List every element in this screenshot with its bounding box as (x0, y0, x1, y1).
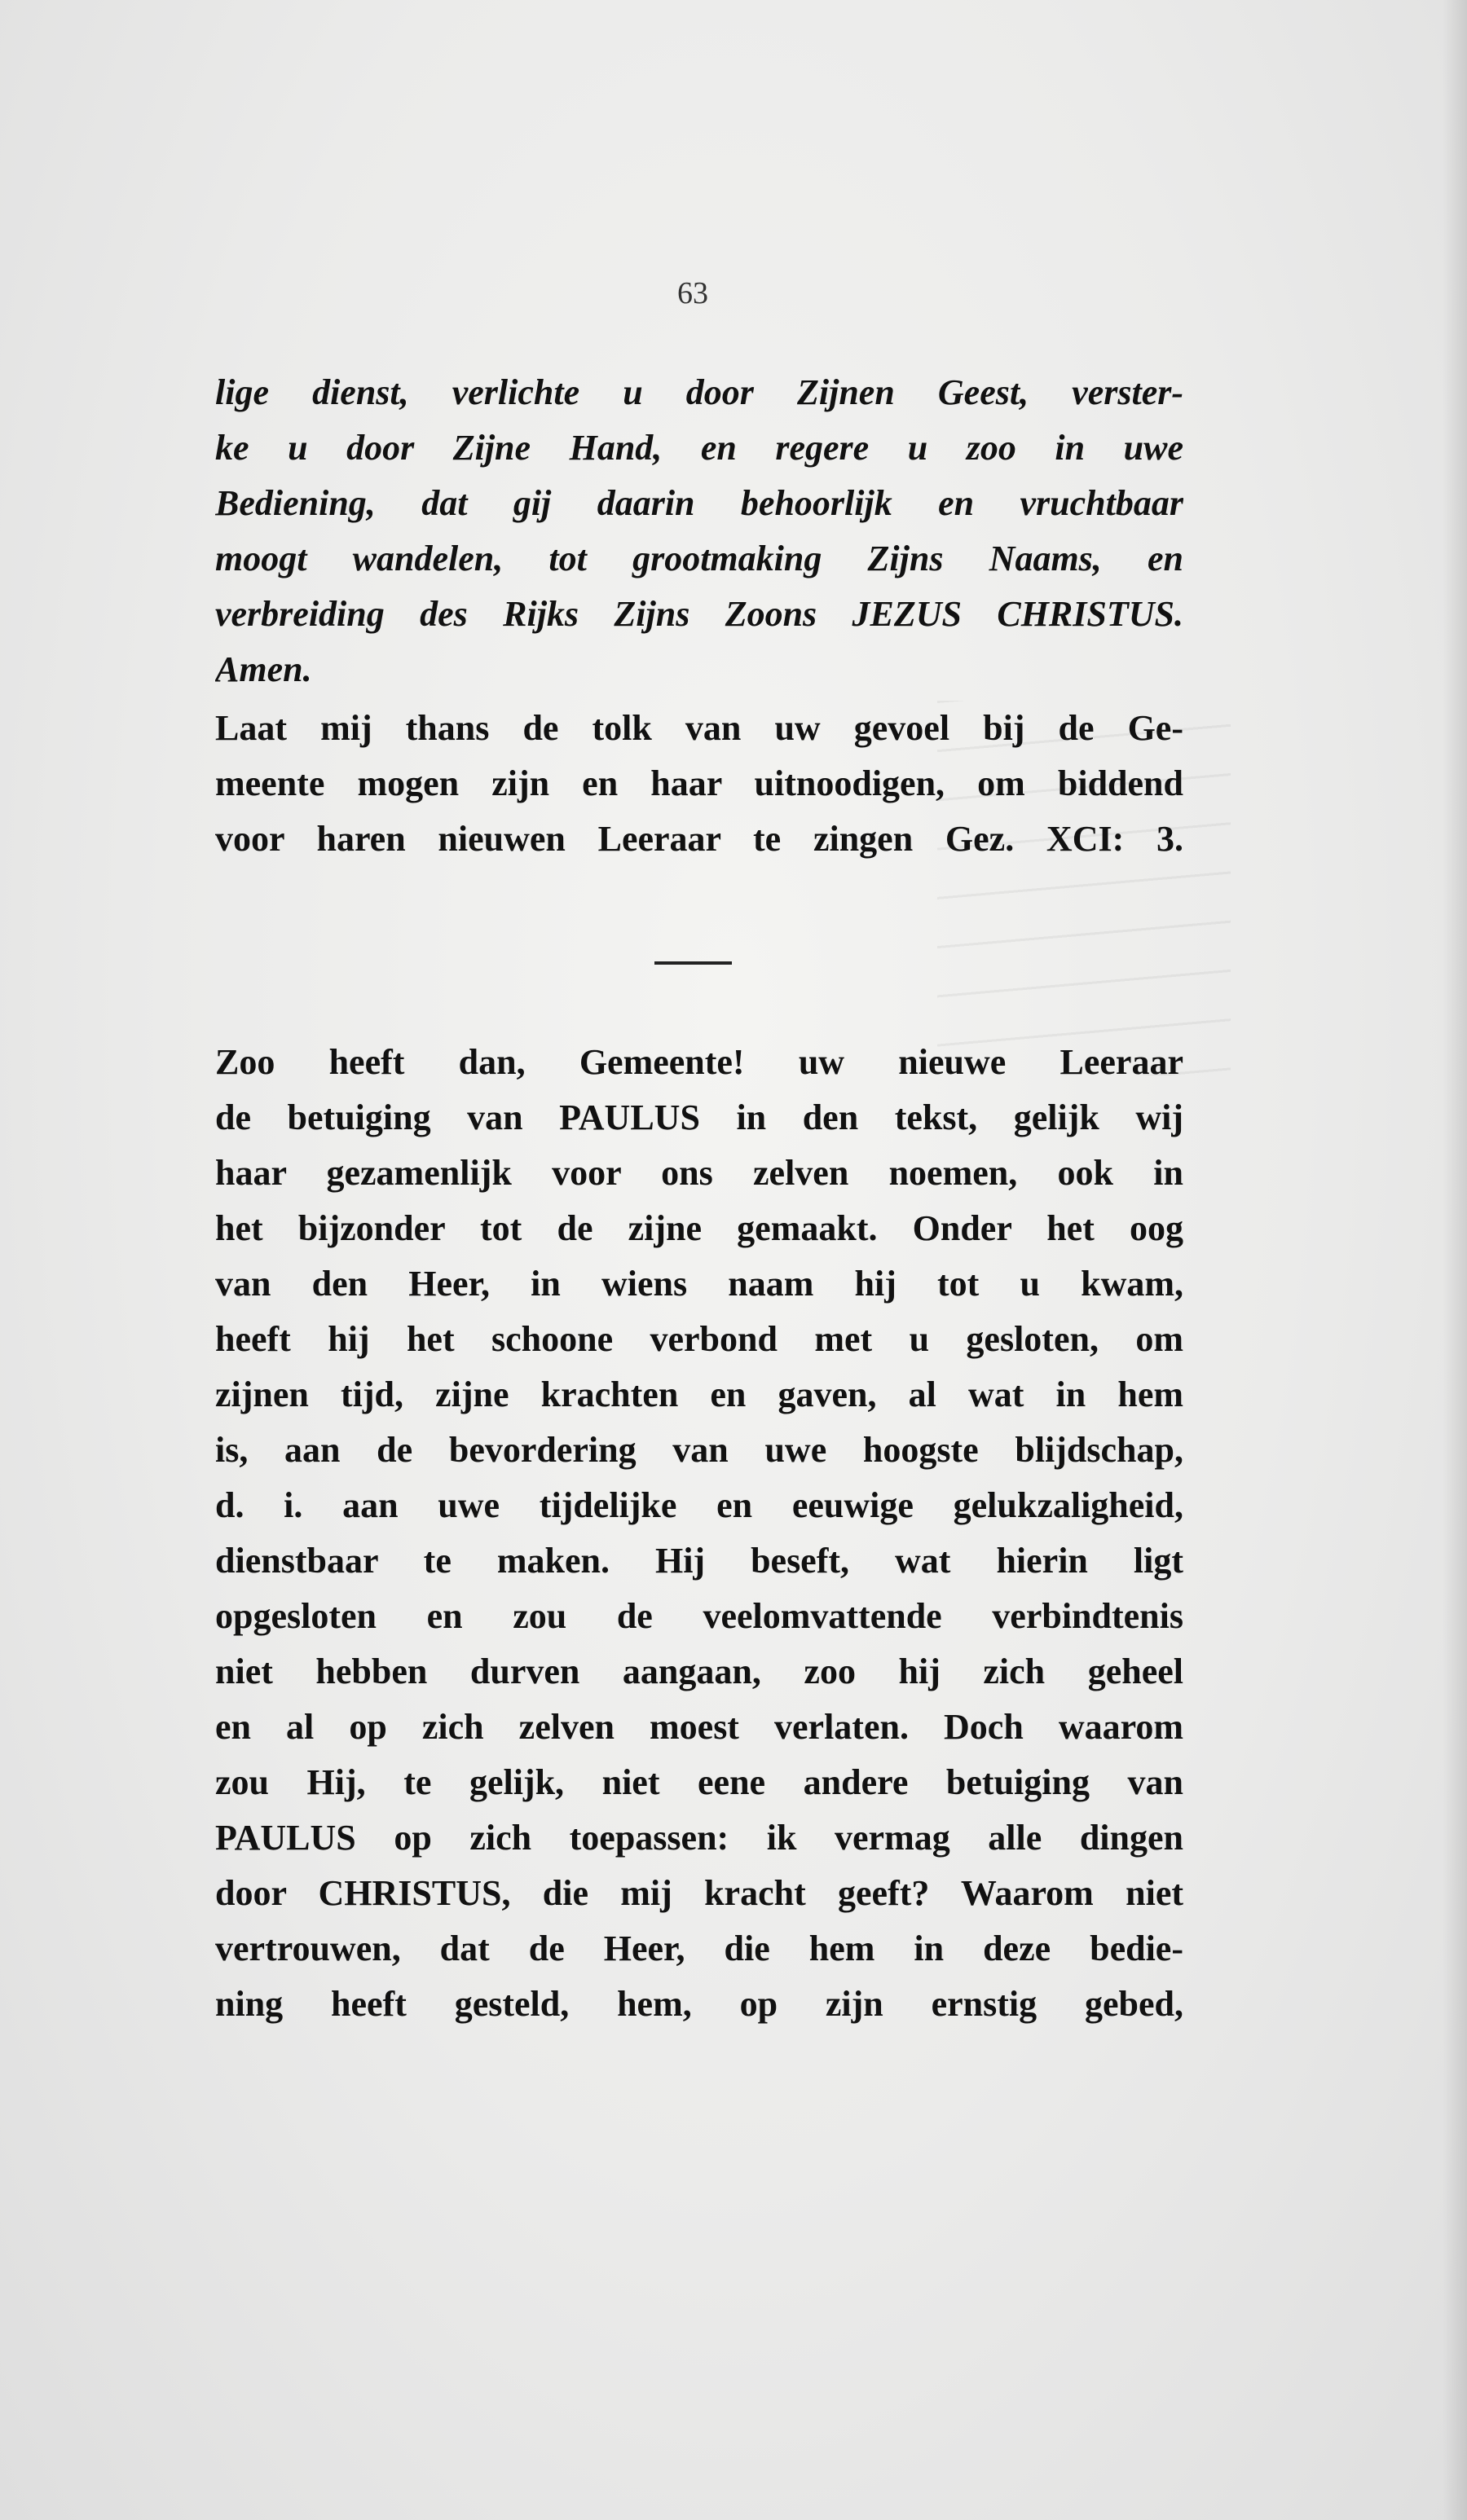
text-line: dienstbaar te maken. Hij beseft, wat hierin ligt (215, 1541, 1183, 1581)
section-divider (654, 961, 732, 965)
text-line: voor haren nieuwen Leeraar te zingen Gez. XCI: 3. (215, 819, 1183, 859)
text-line: heeft hij het schoone verbond met u gesloten, om (215, 1319, 1183, 1359)
text-line: meente mogen zijn en haar uitnoodigen, om biddend (215, 763, 1183, 803)
text-line: Laat mij thans de tolk van uw gevoel bij de Ge- (215, 708, 1183, 748)
page-number: 63 (677, 276, 708, 310)
text-line: Bediening, dat gij daarin behoorlijk en vruchtbaar (215, 483, 1183, 523)
text-line: door CHRISTUS, die mij kracht geeft? Waarom niet (215, 1873, 1183, 1913)
text-line: PAULUS op zich toepassen: ik vermag alle dingen (215, 1818, 1183, 1858)
text-line: haar gezamenlijk voor ons zelven noemen, ook in (215, 1153, 1183, 1193)
text-line: en al op zich zelven moest verlaten. Doch waarom (215, 1707, 1183, 1747)
text-line: zijnen tijd, zijne krachten en gaven, al wat in hem (215, 1374, 1183, 1414)
text-line: moogt wandelen, tot grootmaking Zijns Naams, en (215, 539, 1183, 578)
text-line: van den Heer, in wiens naam hij tot u kwam, (215, 1264, 1183, 1304)
text-line: ning heeft gesteld, hem, op zijn ernstig gebed, (215, 1984, 1183, 2024)
text-line: lige dienst, verlichte u door Zijnen Geest, verster- (215, 372, 1183, 412)
page-edge-shadow (1443, 0, 1467, 2520)
intro-paragraph (215, 701, 1183, 867)
text-line: vertrouwen, dat de Heer, die hem in deze bedie- (215, 1928, 1183, 1968)
main-paragraph (215, 1035, 1183, 2032)
text-line: ke u door Zijne Hand, en regere u zoo in uwe (215, 428, 1183, 468)
text-line: opgesloten en zou de veelomvattende verbindtenis (215, 1596, 1183, 1636)
text-line: de betuiging van PAULUS in den tekst, gelijk wij (215, 1097, 1183, 1137)
text-line: d. i. aan uwe tijdelijke en eeuwige gelukzaligheid, (215, 1485, 1183, 1525)
text-line: niet hebben durven aangaan, zoo hij zich geheel (215, 1651, 1183, 1691)
text-line: verbreiding des Rijks Zijns Zoons JEZUS CHRISTUS. (215, 594, 1183, 634)
prayer-paragraph (215, 365, 1183, 697)
text-line: Zoo heeft dan, Gemeente! uw nieuwe Leeraar (215, 1042, 1183, 1082)
text-line: Amen. (215, 649, 312, 689)
text-line: het bijzonder tot de zijne gemaakt. Onder het oog (215, 1208, 1183, 1248)
text-line: is, aan de bevordering van uwe hoogste blijdschap, (215, 1430, 1183, 1470)
text-line: zou Hij, te gelijk, niet eene andere betuiging van (215, 1762, 1183, 1802)
